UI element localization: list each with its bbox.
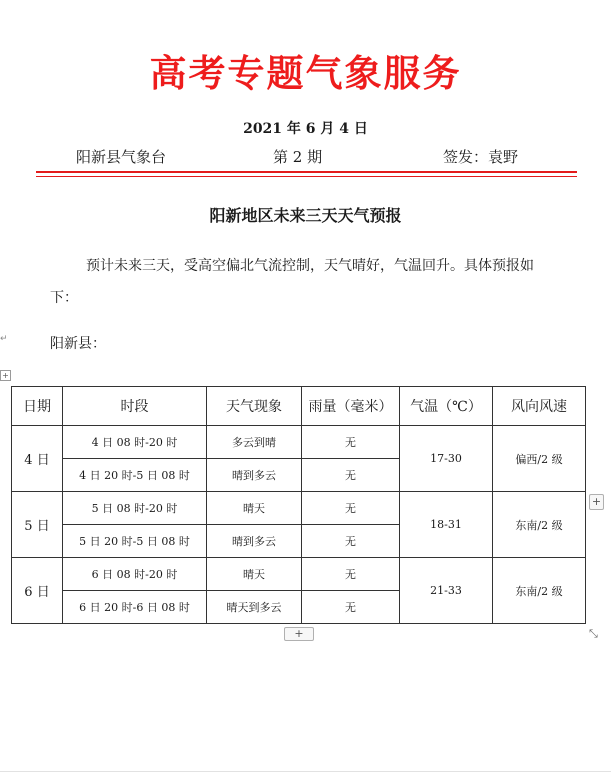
header-rainfall: 雨量（毫米） (302, 387, 400, 426)
weather-cell: 晴天 (207, 558, 302, 591)
wind-cell: 偏西/2 级 (493, 426, 586, 492)
header-temperature: 气温（℃） (400, 387, 493, 426)
forecast-subtitle: 阳新地区未来三天天气预报 (209, 206, 402, 225)
day-cell: 4 日 (12, 426, 63, 492)
temp-cell: 17-30 (400, 426, 493, 492)
paragraph-marker-icon: ↵ (0, 334, 8, 344)
weather-cell: 晴天到多云 (207, 591, 302, 624)
wind-cell: 东南/2 级 (493, 492, 586, 558)
header-rule-thick (36, 171, 577, 173)
rain-cell: 无 (302, 492, 400, 525)
weather-cell: 多云到晴 (207, 426, 302, 459)
signer: 签发：袁野 (443, 148, 519, 166)
period-cell: 5 日 20 时-5 日 08 时 (63, 525, 207, 558)
table-resize-icon[interactable]: ⤡ (589, 627, 598, 640)
header-period: 时段 (63, 387, 207, 426)
forecast-table (11, 386, 586, 624)
add-row-button[interactable]: + (284, 627, 314, 641)
county-label[interactable]: 阳新县： (50, 336, 106, 352)
period-cell: 6 日 20 时-6 日 08 时 (63, 591, 207, 624)
rain-cell: 无 (302, 591, 400, 624)
header-rule-thin (36, 176, 577, 177)
weather-cell: 晴到多云 (207, 459, 302, 492)
day-cell: 6 日 (12, 558, 63, 624)
table-move-handle-icon[interactable]: + (0, 370, 11, 381)
wind-cell: 东南/2 级 (493, 558, 586, 624)
rain-cell: 无 (302, 426, 400, 459)
period-cell: 5 日 08 时-20 时 (63, 492, 207, 525)
rain-cell: 无 (302, 459, 400, 492)
add-column-button[interactable]: + (589, 494, 604, 510)
table-row (12, 426, 586, 459)
header-weather: 天气现象 (207, 387, 302, 426)
table-row (12, 558, 586, 591)
forecast-paragraph[interactable]: 预计未来三天，受高空偏北气流控制，天气晴好，气温回升。具体预报如下： (50, 258, 534, 306)
issue-number: 第 2 期 (273, 148, 323, 166)
period-cell: 4 日 08 时-20 时 (63, 426, 207, 459)
rain-cell: 无 (302, 525, 400, 558)
temp-cell: 18-31 (400, 492, 493, 558)
rain-cell: 无 (302, 558, 400, 591)
table-header-row (12, 387, 586, 426)
period-cell: 4 日 20 时-5 日 08 时 (63, 459, 207, 492)
issue-date: 2021 年 6 月 4 日 (243, 121, 368, 137)
temp-cell: 21-33 (400, 558, 493, 624)
header-wind: 风向风速 (493, 387, 586, 426)
page-edge (0, 771, 611, 772)
issuer-name: 阳新县气象台 (76, 148, 167, 166)
period-cell: 6 日 08 时-20 时 (63, 558, 207, 591)
table-row (12, 492, 586, 525)
weather-cell: 晴天 (207, 492, 302, 525)
day-cell: 5 日 (12, 492, 63, 558)
weather-cell: 晴到多云 (207, 525, 302, 558)
header-date: 日期 (12, 387, 63, 426)
document-title: 高考专题气象服务 (149, 52, 462, 95)
